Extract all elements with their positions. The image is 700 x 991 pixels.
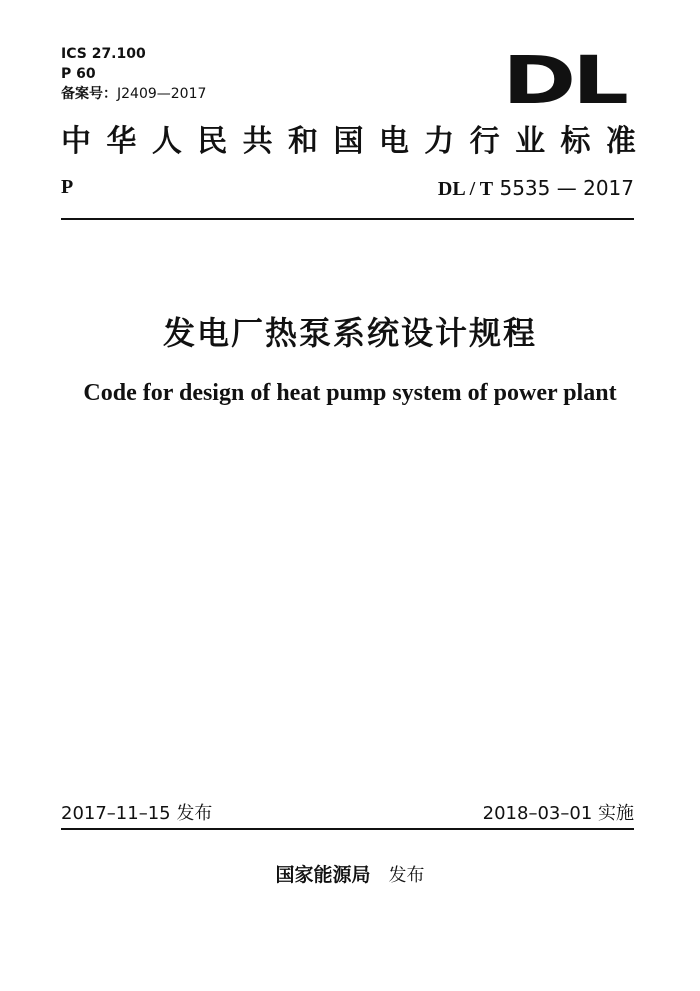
bottom-divider bbox=[61, 828, 634, 830]
organization-title bbox=[61, 124, 636, 160]
category-code: P 60 bbox=[61, 66, 96, 82]
standard-code: DL / T bbox=[437, 178, 494, 200]
standard-number bbox=[438, 176, 634, 201]
organization-char: 准 bbox=[605, 124, 636, 159]
top-divider bbox=[61, 218, 634, 220]
publisher-name: 国家能源局 bbox=[275, 864, 371, 886]
implementation-date: 2018–03–01 实施 bbox=[482, 803, 634, 824]
organization-char: 和 bbox=[288, 124, 319, 159]
organization-char: 人 bbox=[151, 124, 182, 159]
organization-char: 中 bbox=[61, 124, 91, 159]
issue-date: 2017–11–15 发布 bbox=[61, 803, 213, 824]
organization-char: 共 bbox=[242, 124, 273, 159]
standard-year: 5535 — 2017 bbox=[499, 176, 634, 200]
organization-char: 力 bbox=[424, 124, 455, 159]
filing-number: J2409—2017 bbox=[117, 86, 207, 102]
organization-char: 电 bbox=[378, 124, 409, 159]
organization-char: 行 bbox=[469, 124, 500, 159]
filing-number-line bbox=[61, 84, 206, 104]
ics-code: ICS 27.100 bbox=[61, 46, 146, 62]
organization-char: 国 bbox=[333, 124, 364, 159]
filing-label: 备案号： bbox=[61, 86, 117, 102]
organization-char: 标 bbox=[560, 124, 591, 159]
organization-char: 民 bbox=[197, 124, 228, 159]
organization-char: 业 bbox=[515, 124, 546, 159]
title-chinese: 发电厂热泵系统设计规程 bbox=[162, 314, 537, 352]
dl-logo: DL bbox=[502, 42, 625, 119]
document-metadata bbox=[61, 44, 206, 104]
organization-char: 华 bbox=[106, 124, 137, 159]
category-letter: P bbox=[61, 176, 74, 198]
title-english: Code for design of heat pump system of power plant bbox=[83, 380, 617, 406]
publisher-action: 发布 bbox=[388, 865, 425, 886]
publisher bbox=[0, 860, 700, 887]
